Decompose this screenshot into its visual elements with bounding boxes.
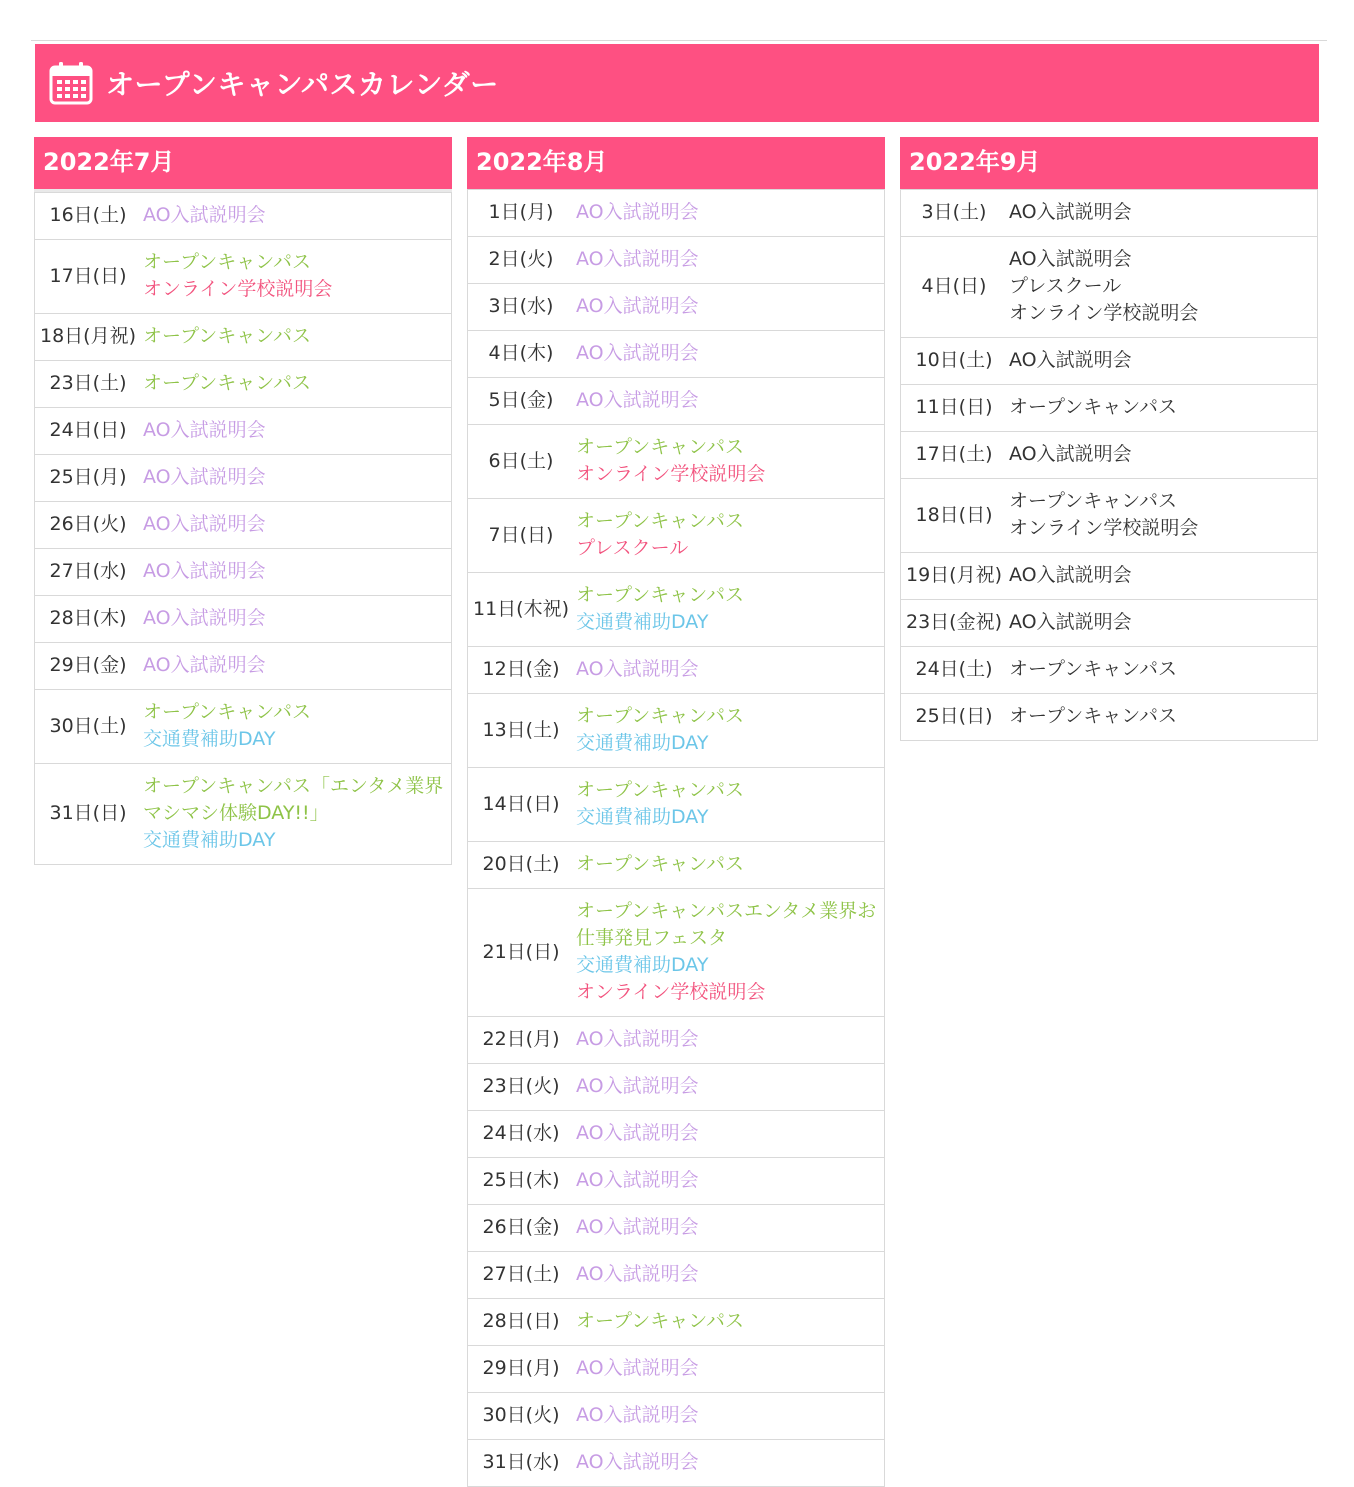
- event-date: 31日(日): [35, 764, 142, 865]
- calendar-row: [35, 690, 452, 764]
- event-date: 28日(木): [35, 596, 142, 643]
- event-date: 26日(火): [35, 502, 142, 549]
- month-table: [34, 192, 452, 865]
- calendar-row: [35, 240, 452, 314]
- calendar-icon: [48, 60, 94, 106]
- event-list: [574, 1252, 885, 1299]
- event-date: 25日(木): [468, 1158, 575, 1205]
- calendar-row: [35, 314, 452, 361]
- event-date: 30日(火): [468, 1393, 575, 1440]
- calendar-row: [468, 1440, 885, 1487]
- event-item[interactable]: AO入試説明会: [576, 1169, 699, 1191]
- event-list: [574, 1299, 885, 1346]
- event-date: 24日(水): [468, 1111, 575, 1158]
- event-list: [574, 573, 885, 647]
- calendar-row: [468, 573, 885, 647]
- event-list: [574, 284, 885, 331]
- event-item[interactable]: オープンキャンパス: [576, 705, 744, 727]
- event-item[interactable]: オープンキャンパスエンタメ業界お仕事発見フェスタ: [576, 900, 877, 949]
- event-date: 20日(土): [468, 842, 575, 889]
- calendar-row: [468, 284, 885, 331]
- event-list: [141, 690, 452, 764]
- event-date: 3日(水): [468, 284, 575, 331]
- month-table: [900, 189, 1318, 741]
- calendar-row: [35, 193, 452, 240]
- event-item[interactable]: プレスクール: [1009, 275, 1122, 297]
- calendar-row: [468, 694, 885, 768]
- event-item[interactable]: オープンキャンパス: [576, 436, 744, 458]
- event-item[interactable]: AO入試説明会: [1009, 564, 1132, 586]
- event-item[interactable]: AO入試説明会: [576, 1216, 699, 1238]
- event-list: [574, 1017, 885, 1064]
- event-date: 26日(金): [468, 1205, 575, 1252]
- calendar-row: [901, 647, 1318, 694]
- event-item[interactable]: オープンキャンパス: [1009, 396, 1177, 418]
- calendar-row: [468, 499, 885, 573]
- event-list: [141, 240, 452, 314]
- event-date: 18日(月祝): [35, 314, 142, 361]
- event-date: 28日(日): [468, 1299, 575, 1346]
- top-divider: [31, 40, 1327, 41]
- calendar-row: [468, 190, 885, 237]
- event-item[interactable]: 交通費補助DAY: [576, 611, 709, 633]
- event-item[interactable]: オープンキャンパス: [576, 779, 744, 801]
- event-date: 27日(水): [35, 549, 142, 596]
- calendar-row: [901, 190, 1318, 237]
- event-date: 3日(土): [901, 190, 1008, 237]
- event-list: [1007, 694, 1318, 741]
- event-item[interactable]: AO入試説明会: [143, 654, 266, 676]
- event-list: [141, 361, 452, 408]
- event-list: [574, 1440, 885, 1487]
- event-list: [141, 596, 452, 643]
- calendar-row: [35, 549, 452, 596]
- event-list: [574, 889, 885, 1017]
- event-item[interactable]: AO入試説明会: [576, 1357, 699, 1379]
- calendar-row: [35, 455, 452, 502]
- event-item[interactable]: オープンキャンパス: [576, 853, 744, 875]
- event-item[interactable]: オープンキャンパス: [143, 251, 311, 273]
- event-date: 13日(土): [468, 694, 575, 768]
- event-date: 14日(日): [468, 768, 575, 842]
- event-item[interactable]: オンライン学校説明会: [143, 278, 333, 300]
- event-date: 29日(月): [468, 1346, 575, 1393]
- event-date: 4日(日): [901, 237, 1008, 338]
- event-date: 31日(水): [468, 1440, 575, 1487]
- event-item[interactable]: AO入試説明会: [576, 1263, 699, 1285]
- event-date: 16日(土): [35, 193, 142, 240]
- event-item[interactable]: 交通費補助DAY: [576, 732, 709, 754]
- calendar-row: [901, 479, 1318, 553]
- event-item[interactable]: AO入試説明会: [1009, 349, 1132, 371]
- event-list: [574, 499, 885, 573]
- event-date: 1日(月): [468, 190, 575, 237]
- calendar-row: [468, 1393, 885, 1440]
- calendar-row: [468, 425, 885, 499]
- event-date: 6日(土): [468, 425, 575, 499]
- event-list: [141, 764, 452, 865]
- event-item[interactable]: AO入試説明会: [576, 389, 699, 411]
- event-date: 5日(金): [468, 378, 575, 425]
- event-item[interactable]: AO入試説明会: [576, 295, 699, 317]
- event-list: [574, 647, 885, 694]
- event-list: [1007, 432, 1318, 479]
- calendar-row: [468, 1064, 885, 1111]
- event-date: 7日(日): [468, 499, 575, 573]
- event-date: 24日(土): [901, 647, 1008, 694]
- event-item[interactable]: AO入試説明会: [576, 1404, 699, 1426]
- event-item[interactable]: AO入試説明会: [576, 1122, 699, 1144]
- event-item[interactable]: AO入試説明会: [143, 513, 266, 535]
- event-date: 29日(金): [35, 643, 142, 690]
- event-list: [141, 408, 452, 455]
- event-list: [574, 1346, 885, 1393]
- event-date: 23日(金祝): [901, 600, 1008, 647]
- event-item[interactable]: オープンキャンパス: [143, 701, 311, 723]
- event-item[interactable]: 交通費補助DAY: [576, 954, 709, 976]
- event-item[interactable]: AO入試説明会: [143, 419, 266, 441]
- event-item[interactable]: オープンキャンパス: [1009, 658, 1177, 680]
- event-list: [1007, 647, 1318, 694]
- event-item[interactable]: AO入試説明会: [576, 1451, 699, 1473]
- event-list: [1007, 385, 1318, 432]
- calendar-row: [468, 1299, 885, 1346]
- event-date: 30日(土): [35, 690, 142, 764]
- event-date: 10日(土): [901, 338, 1008, 385]
- event-date: 18日(日): [901, 479, 1008, 553]
- calendar-row: [901, 432, 1318, 479]
- event-item[interactable]: AO入試説明会: [1009, 248, 1132, 270]
- month-title: 2022年8月: [467, 137, 885, 189]
- event-list: [574, 425, 885, 499]
- calendar-row: [468, 1158, 885, 1205]
- event-item[interactable]: オープンキャンパス「エンタメ業界マシマシ体験DAY!!」: [143, 775, 444, 824]
- event-list: [1007, 237, 1318, 338]
- event-list: [141, 193, 452, 240]
- event-item[interactable]: AO入試説明会: [143, 560, 266, 582]
- calendar-row: [468, 237, 885, 284]
- event-list: [141, 314, 452, 361]
- event-list: [141, 549, 452, 596]
- month-title: 2022年7月: [34, 137, 452, 189]
- event-item[interactable]: AO入試説明会: [576, 248, 699, 270]
- calendar-row: [468, 378, 885, 425]
- event-list: [574, 1205, 885, 1252]
- event-item[interactable]: AO入試説明会: [576, 1028, 699, 1050]
- event-list: [574, 768, 885, 842]
- event-date: 19日(月祝): [901, 553, 1008, 600]
- event-list: [574, 1111, 885, 1158]
- event-item[interactable]: オープンキャンパス: [576, 1310, 744, 1332]
- event-item[interactable]: オープンキャンパス: [143, 325, 311, 347]
- event-item[interactable]: オープンキャンパス: [143, 372, 311, 394]
- calendar-row: [468, 331, 885, 378]
- month-table: [467, 189, 885, 1487]
- calendar-row: [35, 643, 452, 690]
- page-title: オープンキャンパスカレンダー: [106, 68, 499, 101]
- month-column-september: [900, 137, 1318, 741]
- event-date: 23日(火): [468, 1064, 575, 1111]
- event-item[interactable]: オンライン学校説明会: [576, 463, 766, 485]
- event-list: [574, 331, 885, 378]
- month-column-august: [467, 137, 885, 1487]
- calendar-row: [901, 553, 1318, 600]
- event-item[interactable]: 交通費補助DAY: [576, 806, 709, 828]
- calendar-row: [468, 647, 885, 694]
- calendar-row: [901, 385, 1318, 432]
- event-item[interactable]: AO入試説明会: [1009, 443, 1132, 465]
- event-item[interactable]: オンライン学校説明会: [1009, 302, 1199, 324]
- event-list: [574, 378, 885, 425]
- event-list: [574, 1064, 885, 1111]
- event-list: [1007, 479, 1318, 553]
- event-list: [574, 694, 885, 768]
- event-list: [574, 237, 885, 284]
- calendar-row: [468, 1205, 885, 1252]
- calendar-row: [901, 338, 1318, 385]
- calendar-row: [901, 694, 1318, 741]
- event-date: 17日(土): [901, 432, 1008, 479]
- month-title: 2022年9月: [900, 137, 1318, 189]
- event-date: 24日(日): [35, 408, 142, 455]
- event-date: 27日(土): [468, 1252, 575, 1299]
- event-list: [1007, 338, 1318, 385]
- event-date: 2日(火): [468, 237, 575, 284]
- event-list: [574, 842, 885, 889]
- event-date: 17日(日): [35, 240, 142, 314]
- calendar-row: [468, 1017, 885, 1064]
- event-item[interactable]: AO入試説明会: [576, 658, 699, 680]
- calendar-row: [468, 1111, 885, 1158]
- event-item[interactable]: AO入試説明会: [143, 607, 266, 629]
- event-list: [574, 1393, 885, 1440]
- event-item[interactable]: オープンキャンパス: [576, 584, 744, 606]
- event-item[interactable]: 交通費補助DAY: [143, 829, 276, 851]
- calendar-row: [35, 361, 452, 408]
- event-list: [1007, 600, 1318, 647]
- event-list: [141, 502, 452, 549]
- event-item[interactable]: オンライン学校説明会: [576, 981, 766, 1003]
- event-date: 11日(日): [901, 385, 1008, 432]
- event-item[interactable]: AO入試説明会: [143, 204, 266, 226]
- calendar-row: [35, 408, 452, 455]
- calendar-row: [35, 596, 452, 643]
- event-list: [1007, 553, 1318, 600]
- event-date: 21日(日): [468, 889, 575, 1017]
- event-list: [141, 643, 452, 690]
- event-item[interactable]: オープンキャンパス: [576, 510, 744, 532]
- event-item[interactable]: AO入試説明会: [576, 1075, 699, 1097]
- event-list: [1007, 190, 1318, 237]
- event-item[interactable]: オープンキャンパス: [1009, 705, 1177, 727]
- calendar-row: [901, 237, 1318, 338]
- calendar-row: [468, 1252, 885, 1299]
- calendar-row: [901, 600, 1318, 647]
- event-date: 25日(日): [901, 694, 1008, 741]
- event-item[interactable]: AO入試説明会: [1009, 611, 1132, 633]
- calendar-row: [468, 842, 885, 889]
- event-date: 23日(土): [35, 361, 142, 408]
- event-item[interactable]: AO入試説明会: [576, 201, 699, 223]
- event-list: [574, 1158, 885, 1205]
- event-item[interactable]: プレスクール: [576, 537, 689, 559]
- event-item[interactable]: 交通費補助DAY: [143, 728, 276, 750]
- calendar-row: [468, 768, 885, 842]
- month-column-july: [34, 137, 452, 865]
- event-list: [141, 455, 452, 502]
- calendar-row: [468, 1346, 885, 1393]
- event-item[interactable]: オンライン学校説明会: [1009, 517, 1199, 539]
- event-item[interactable]: AO入試説明会: [576, 342, 699, 364]
- event-date: 12日(金): [468, 647, 575, 694]
- event-item[interactable]: オープンキャンパス: [1009, 490, 1177, 512]
- event-date: 25日(月): [35, 455, 142, 502]
- event-date: 4日(木): [468, 331, 575, 378]
- calendar-row: [468, 889, 885, 1017]
- event-list: [574, 190, 885, 237]
- event-date: 11日(木祝): [468, 573, 575, 647]
- calendar-row: [35, 502, 452, 549]
- event-item[interactable]: AO入試説明会: [1009, 201, 1132, 223]
- calendar-header: [35, 44, 1319, 122]
- event-date: 22日(月): [468, 1017, 575, 1064]
- calendar-row: [35, 764, 452, 865]
- event-item[interactable]: AO入試説明会: [143, 466, 266, 488]
